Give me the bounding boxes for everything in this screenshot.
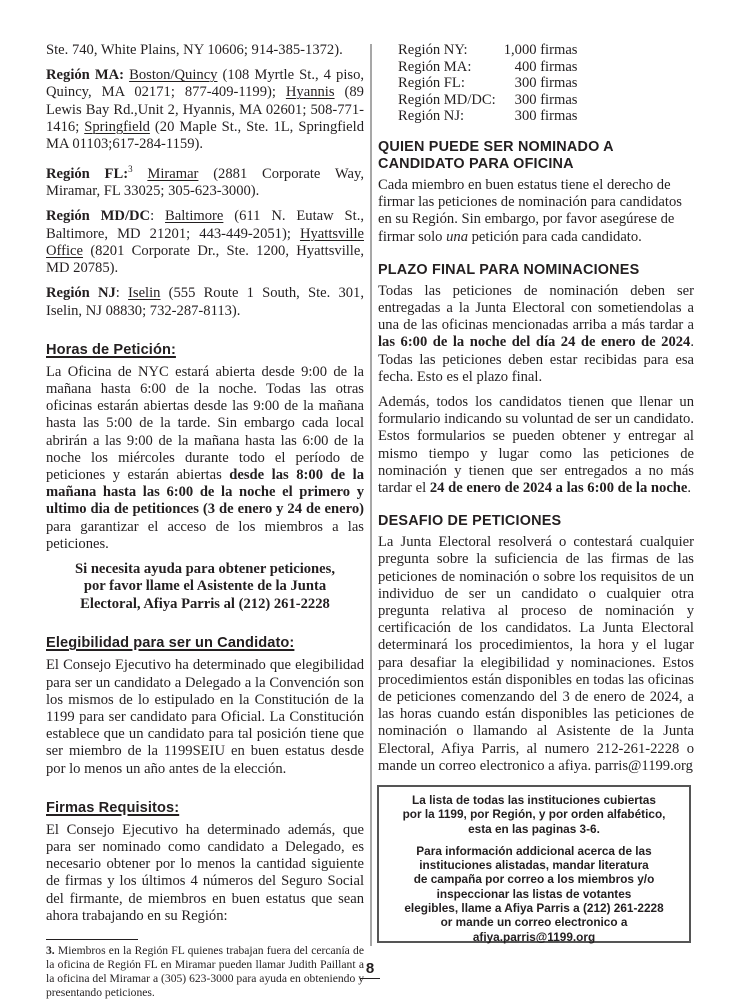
- signature-requirements-table: [398, 42, 577, 125]
- table-row: Región FL: 300 firmas: [398, 75, 578, 92]
- office-detail: (611 N. Eutaw St., Baltimore, MD 21201; 443-449-2051);: [46, 208, 364, 242]
- desafio-text: La Junta Electoral resolverá o contestará cualquier pregunta sobre la suficiencia de las firmas de las peticiones de nominación o sobre los requisitos de un individuo de ser un candidato o cualquier otra pregunta relativa al proceso de nominación y certificación de los candidatos. La Junta Electoral determinará los procedimientos, la hora y el lugar para desafiar la elegibilidad y nominaciones. Estos procedimientos están disponibles en todas las oficinas de peticiones comenzando del 3 de enero de 2024, a las horas cuando están disponibles las peticiones de nominación o llamando al Asistente de la Junta Electoral, Afiya Parris, al numero 212-261-2228 o mande un correo electronico a afiya. parris@1199.org: [378, 534, 694, 774]
- quien-text: Cada miembro en buen estatus tiene el derecho de firmar las peticiones de nominación para candidatos en su Región. Sin embargo, por favor asegúrese de firmar solo una petición para cada candidato.: [378, 176, 682, 245]
- info-box-paragraph-1: La lista de todas las instituciones cubiertas por la 1199, por Región, y por orden alfabético, esta en las paginas 3-6.: [402, 793, 666, 836]
- office-link-springfield[interactable]: Springfield: [84, 118, 150, 135]
- region-fl: [46, 161, 364, 200]
- column-divider: [370, 44, 372, 946]
- plazo-text-1: Todas las peticiones de nominación deben ser entregadas a la Junta Electoral con sometiendolas a una de las oficinas mencionadas arriba a más tardar a las 6:00 de la noche del día 24 de enero de 2024. Todas las peticiones deben estar recibidas para esa fecha. Esto es el plazo final.: [378, 282, 694, 385]
- info-box: [377, 785, 691, 943]
- office-link-iselin[interactable]: Iselin: [128, 285, 161, 302]
- help-notice: Si necesita ayuda para obtener peticiones, por favor llame el Asistente de la Junta Electoral, Afiya Parris al (212) 261-2228: [75, 560, 335, 612]
- section-heading-quien: QUIEN PUEDE SER NOMINADO A CANDIDATO PARA OFICINA: [378, 138, 614, 172]
- left-column: [46, 42, 364, 1000]
- office-detail: (20 Maple St., Ste. 1L, Springfield MA 01103;617-284-1159).: [46, 118, 364, 153]
- office-detail: (555 Route 1 South, Ste. 301, Iselin, NJ 08830; 732-287-8113).: [46, 285, 364, 319]
- office-detail: (2881 Corporate Way, Miramar, FL 33025; 305-623-3000).: [46, 166, 364, 200]
- office-link-baltimore[interactable]: Baltimore: [165, 208, 224, 225]
- intro-line: Ste. 740, White Plains, NY 10606; 914-385-1372).: [46, 42, 343, 58]
- email-link[interactable]: afiya.parris@1199.org: [472, 929, 596, 944]
- horas-text: La Oficina de NYC estará abierta desde 9:00 de la mañana hasta 6:00 de la noche. Todas las otras oficinas estarán abiertas desde las 9:00 de la mañana hasta las 5:00 de la tarde. Sin embargo cada local abrirán a las 9:00 de la mañana hasta las 6:00 de la noche los miércoles durante todo el período de peticiones y estarán abiertas desde las 8:00 de la mañana hasta las 6:00 de la noche el primero y ultimo dia de petitionces (3 de enero y 24 de enero) para garantizar el acceso de los miembros a las peticiones.: [46, 363, 364, 552]
- section-heading-elegibilidad: Elegibilidad para ser un Candidato:: [46, 635, 295, 652]
- section-heading-desafio: DESAFIO DE PETICIONES: [378, 513, 562, 530]
- page-number: 8: [360, 960, 380, 979]
- office-detail: (8201 Corporate Dr., Ste. 1200, Hyattsville, MD 20785).: [46, 242, 364, 277]
- footnote-ref: 3: [128, 164, 133, 175]
- region-label: Región MD/DC: [46, 208, 151, 225]
- section-heading-horas: Horas de Petición:: [46, 341, 176, 358]
- footnote-number: 3.: [46, 944, 55, 958]
- office-link-hyannis[interactable]: Hyannis: [285, 84, 335, 101]
- region-label: Región NJ: [46, 285, 116, 302]
- office-link-hyattsville[interactable]: Hyattsville Office: [46, 225, 364, 259]
- elegibilidad-text: El Consejo Ejecutivo ha determinado que elegibilidad para ser un candidato a Delegado a la Convención son los mismos de lo estipulado en la Constitución de la 1199 para ser candidato para Oficial. La Constitución establece que un candidato para tal posición tiene que ser miembro de la 1199SEIU en buen estatus desde por lo menos un año antes de la elección.: [46, 657, 364, 777]
- footnote-rule: [46, 939, 138, 940]
- firmas-text: El Consejo Ejecutivo ha determinado además, que para ser nominado como candidato a Delegado, es necesario obtener por lo menos la cantidad siguiente de firmas y los últimos 4 números del Seguro Social del firmante, de miembros en buen estatus que sean ahora trabajando en su Región:: [46, 821, 364, 924]
- region-label: Región MA:: [46, 67, 125, 84]
- table-row: Región NJ: 300 firmas: [398, 108, 578, 125]
- plazo-text-2: Además, todos los candidatos tienen que llenar un formulario indicando su voluntad de ser un candidato. Estos formularios se pueden obtener y entregar al mismo tiempo y lugar como las peticiones de nominación y tienen que ser entregados a no más tardar el 24 de enero de 2024 a las 6:00 de la noche.: [378, 394, 694, 497]
- region-label: Región FL:: [46, 166, 129, 183]
- table-row: Región MD/DC: 300 firmas: [398, 91, 578, 108]
- right-column: [378, 42, 694, 783]
- office-detail: (108 Myrtle St., 4 piso, Quincy, MA 02171; 877-409-1199);: [46, 67, 365, 101]
- table-row: Región MA: 400 firmas: [398, 58, 578, 75]
- section-heading-firmas: Firmas Requisitos:: [46, 799, 180, 816]
- office-detail: (89 Lewis Bay Rd.,Unit 2, Hyannis, MA 02601; 508-771-1416;: [46, 84, 364, 135]
- info-box-paragraph-2: Para información addicional acerca de las instituciones alistadas, mandar literatura de campaña por correo a los miembros y/o inspeccionar las listas de votantes elegibles, llame a Afiya Parris a (212) 261-2228 or mande un correo electronico a afiya.parris@1199.org: [404, 843, 664, 944]
- region-md-dc: Región MD/DC: Baltimore (611 N. Eutaw St., Baltimore, MD 21201; 443-449-2051); Hyattsville Office (8201 Corporate Dr., Ste. 1200, Hyattsville, MD 20785).: [46, 208, 364, 277]
- region-ma: [46, 67, 364, 153]
- region-nj: Región NJ: Iselin (555 Route 1 South, Ste. 301, Iselin, NJ 08830; 732-287-8113).: [46, 285, 364, 319]
- office-link-miramar[interactable]: Miramar: [147, 166, 199, 183]
- table-row: Región NY: 1,000 firmas: [398, 42, 578, 58]
- footnote: 3. Miembros en la Región FL quienes trabajan fuera del cercanía de la oficina de Región FL en Miramar pueden llamar Judith Paillant a la oficina del Miramar a (305) 623-3000 para ayuda en obteniendo y presentando peticiones.: [46, 944, 364, 1000]
- section-heading-plazo: PLAZO FINAL PARA NOMINACIONES: [378, 261, 640, 278]
- office-link-boston-quincy[interactable]: Boston/Quincy: [129, 67, 218, 84]
